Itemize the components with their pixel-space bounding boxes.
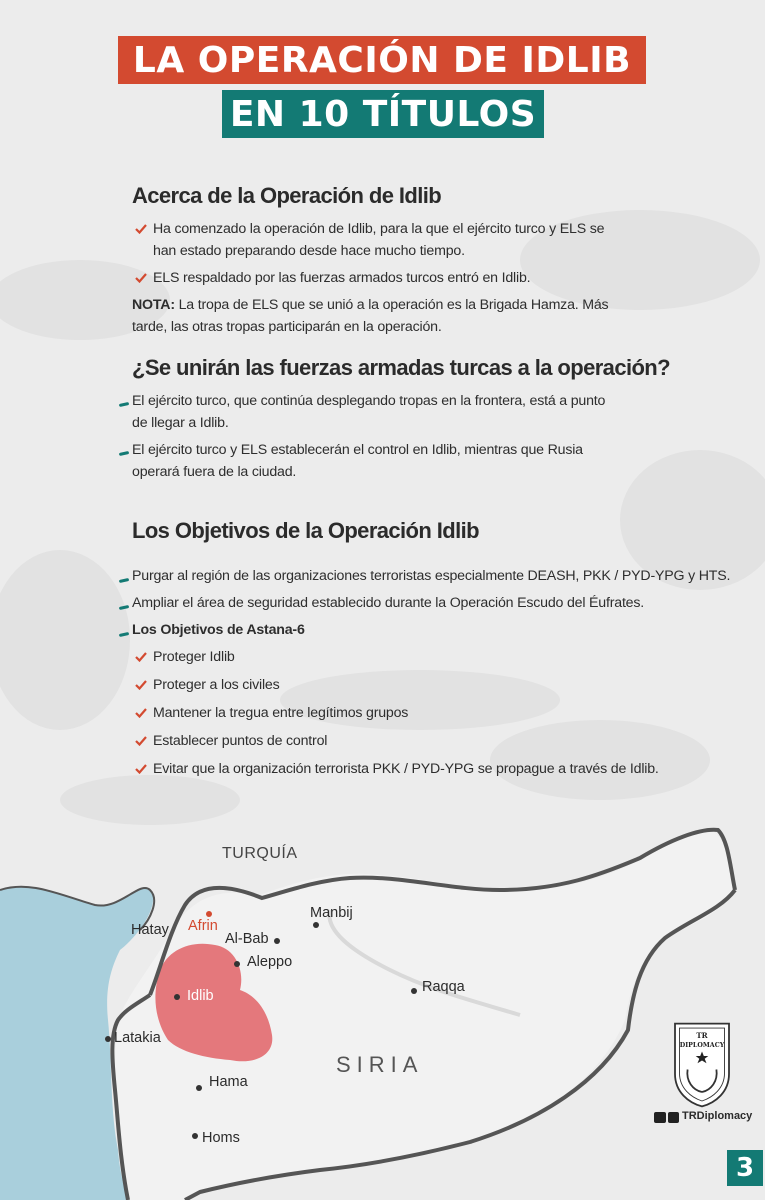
subitem: Mantener la tregua entre legítimos grupos bbox=[153, 705, 409, 721]
city-dot bbox=[105, 1036, 111, 1042]
city-aleppo: Aleppo bbox=[247, 954, 293, 970]
title-line-1: LA OPERACIÓN DE IDLIB bbox=[118, 36, 646, 84]
city-dot bbox=[313, 922, 319, 928]
check-icon bbox=[135, 708, 147, 718]
label-turkey: TURQUÍA bbox=[222, 845, 298, 862]
check-icon bbox=[135, 224, 147, 234]
subitem: Proteger Idlib bbox=[153, 649, 235, 665]
subitem: Establecer puntos de control bbox=[153, 733, 328, 749]
city-afrin: Afrin bbox=[188, 918, 218, 934]
logo-ring-text: DIPLOMACY bbox=[679, 1042, 725, 1049]
city-dot bbox=[196, 1085, 202, 1091]
section2-item-2: El ejército turco y ELS establecerán el control en Idlib, mientras que Rusia operará fuera de la ciudad. bbox=[132, 442, 583, 480]
subitem: Evitar que la organización terrorista PKK / PYD-YPG se propague a través de Idlib. bbox=[153, 761, 659, 777]
section2-heading: ¿Se unirán las fuerzas armadas turcas a la operación? bbox=[132, 355, 670, 380]
city-al-bab: Al-Bab bbox=[225, 931, 269, 947]
section1-note: NOTA: La tropa de ELS que se unió a la operación es la Brigada Hamza. Más tarde, las otras tropas participarán en la operación. bbox=[132, 297, 609, 335]
city-dot bbox=[411, 988, 417, 994]
section1-heading: Acerca de la Operación de Idlib bbox=[132, 183, 442, 208]
tr-diplomacy-logo bbox=[664, 1020, 740, 1110]
city-latakia: Latakia bbox=[114, 1030, 161, 1046]
city-manbij: Manbij bbox=[310, 905, 353, 921]
page-number: 3 bbox=[727, 1150, 763, 1186]
city-dot bbox=[234, 961, 240, 967]
subitem: Proteger a los civiles bbox=[153, 677, 280, 693]
city-hatay: Hatay bbox=[131, 922, 169, 938]
check-icon bbox=[135, 273, 147, 283]
check-icon bbox=[135, 680, 147, 690]
section3-heading: Los Objetivos de la Operación Idlib bbox=[132, 518, 479, 543]
city-dot bbox=[174, 994, 180, 1000]
city-idlib: Idlib bbox=[187, 988, 214, 1004]
section3-item-2: Ampliar el área de seguridad establecido durante la Operación Escudo del Éufrates. bbox=[132, 595, 645, 611]
city-homs: Homs bbox=[202, 1130, 240, 1146]
check-icon bbox=[135, 764, 147, 774]
logo-handle: TRDiplomacy bbox=[682, 1110, 753, 1122]
city-hama: Hama bbox=[209, 1074, 248, 1090]
section1-item-2: ELS respaldado por las fuerzas armados turcos entró en Idlib. bbox=[153, 270, 531, 286]
city-dot bbox=[206, 911, 212, 917]
section1-item-1: Ha comenzado la operación de Idlib, para la que el ejército turco y ELS se han estado preparando desde hace mucho tiempo. bbox=[153, 221, 605, 259]
facebook-icon bbox=[668, 1112, 679, 1123]
syria-map bbox=[0, 820, 765, 1200]
label-syria: SIRIA bbox=[336, 1052, 424, 1077]
logo-top-text: TR bbox=[696, 1031, 708, 1040]
title-line-2: EN 10 TÍTULOS bbox=[222, 90, 544, 138]
city-raqqa: Raqqa bbox=[422, 979, 465, 995]
section2-item-1: El ejército turco, que continúa desplegando tropas en la frontera, está a punto de llegar a Idlib. bbox=[132, 393, 606, 431]
check-icon bbox=[135, 736, 147, 746]
section3-item-1: Purgar al región de las organizaciones terroristas especialmente DEASH, PKK / PYD-YPG y HTS. bbox=[132, 568, 731, 584]
note-label: NOTA: bbox=[132, 297, 175, 313]
check-icon bbox=[135, 652, 147, 662]
twitter-icon bbox=[654, 1112, 666, 1123]
section3-subheading: Los Objetivos de Astana-6 bbox=[132, 622, 305, 638]
city-dot bbox=[274, 938, 280, 944]
city-dot bbox=[192, 1133, 198, 1139]
